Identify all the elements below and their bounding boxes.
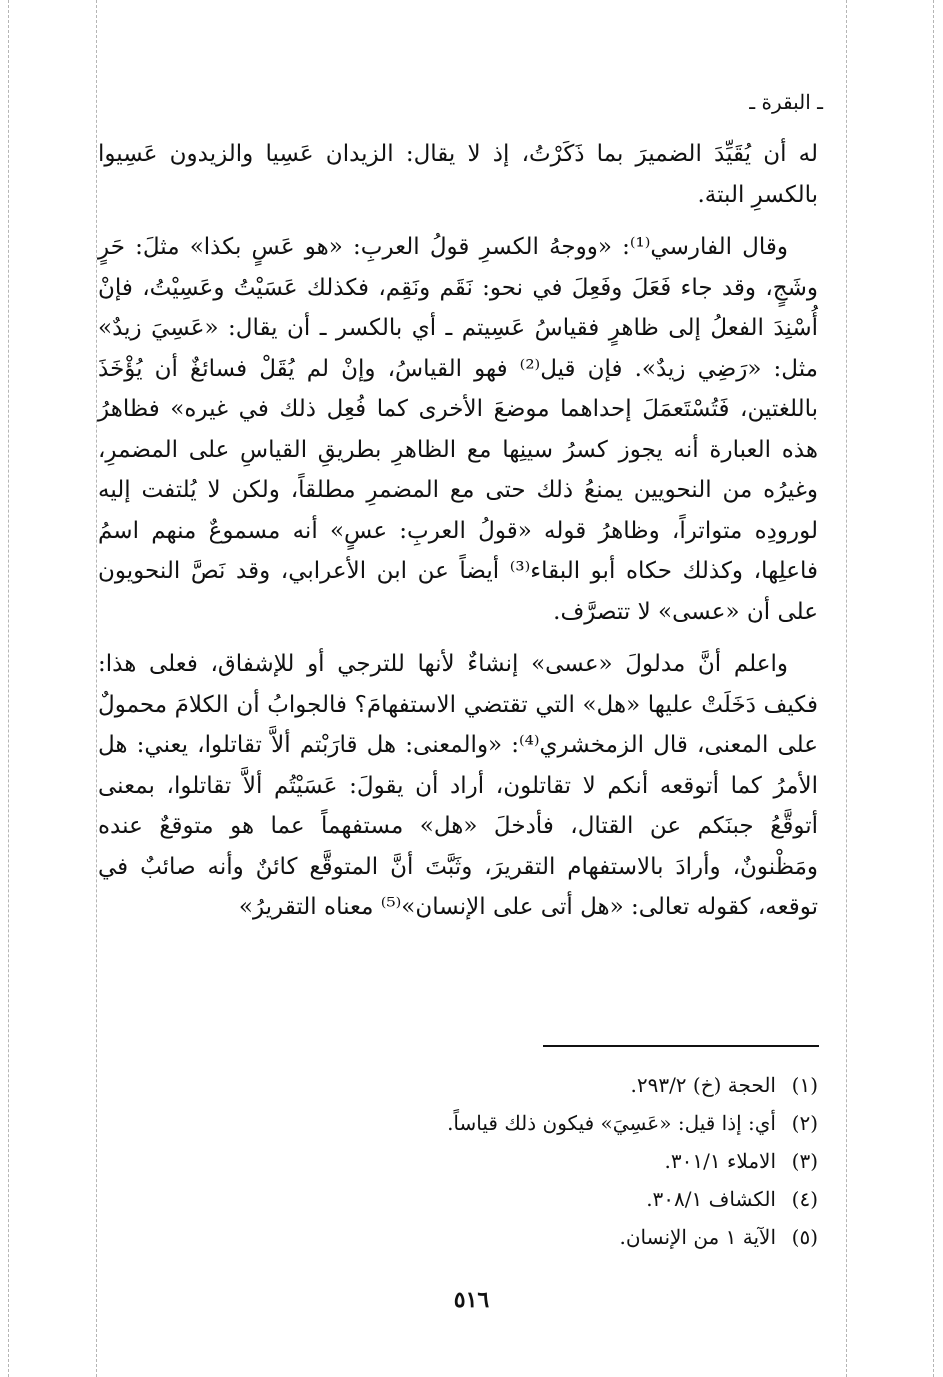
footnote	[298, 1218, 818, 1256]
footnote-text: الحجة (خ) ٢٩٣/٢.	[630, 1073, 776, 1097]
footnote-text: أي: إذا قيل: «عَسِيَ» فيكون ذلك قياساً.	[447, 1111, 776, 1135]
scan-border-right	[933, 0, 934, 1377]
scan-guide-right	[846, 0, 847, 1377]
paragraph-1: له أن يُقَيِّدَ الضميرَ بما ذَكَرْتُ، إذ لا يقال: الزيدان عَسِيا والزيدون عَسِيوا بالكسرِ البتة.	[98, 141, 818, 208]
footnote-number: (٥)	[791, 1225, 818, 1249]
running-header: ـ البقرة ـ	[749, 90, 823, 114]
scan-border-left	[8, 0, 9, 1377]
paragraph-3: واعلم أنَّ مدلولَ «عسى» إنشاءٌ لأنها للترجي أو للإشفاق، فعلى هذا: فكيف دَخَلَتْ عليها «هل» التي تقتضي الاستفهامَ؟ فالجوابُ أن الكلامَ محمولٌ على المعنى، قال الزمخشري⁽⁴⁾: «والمعنى: هل قارَبْتم ألاَّ تقاتلوا، يعني: هل الأمرُ كما أتوقعه أنكم لا تقاتلون، أراد أن يقولَ: عَسَيْتُم ألاَّ تقاتلوا، بمعنى أتوقَّعُ جبنَكم عن القتال، فأدخلَ «هل» مستفهماً عما هو متوقعٌ عنده ومَظْنونٌ، وأرادَ بالاستفهام التقريرَ، وثَبَّتَ أنَّ المتوقَّع كائنٌ وأنه صائبٌ في توقعه، كقوله تعالى: «هل أتى على الإنسان»⁽⁵⁾ معناه التقريرُ»	[98, 651, 818, 920]
page-number: ٥١٦	[453, 1287, 490, 1313]
scan-guide-left	[96, 0, 97, 1377]
main-text	[98, 134, 818, 928]
footnote	[298, 1104, 818, 1142]
footnote-text: الكشاف ٣٠٨/١.	[646, 1187, 776, 1211]
footnote-number: (٤)	[791, 1187, 818, 1211]
footnote-number: (١)	[791, 1073, 818, 1097]
footnotes	[298, 1066, 818, 1256]
footnote	[298, 1066, 818, 1104]
footnote-number: (٢)	[791, 1111, 818, 1135]
footnote	[298, 1142, 818, 1180]
paragraph-2: وقال الفارسي⁽¹⁾: «ووجهُ الكسرِ قولُ العربِ: «هو عَسٍ بكذا» مثلَ: حَرٍ وشَجٍ، وقد جاء فَعَلَ وفَعِلَ في نحو: نَقَم ونَقِم، فكذلك عَسَيْتُ وعَسِيْتُ، فإنْ أُسْنِدَ الفعلُ إلى ظاهرٍ فقياسُ عَسِيتم ـ أي بالكسر ـ أن يقال: «عَسِيَ زيدٌ» مثل: «رَضِي زيدٌ». فإن قيل⁽²⁾ فهو القياسُ، وإنْ لم يُقَلْ فسائغٌ أن يُؤْخَذَ باللغتين، فَتُسْتَعمَلَ إحداهما موضعَ الأخرى كما فُعِل ذلك في غيره» فظاهرُ هذه العبارة أنه يجوز كسرُ سينِها مع الظاهرِ بطريقِ القياسِ على المضمرِ، وغيرُه من النحويين يمنعُ ذلك حتى مع المضمرِ مطلقاً، ولكن لا يُلتفت إليه لورودِه متواتراً، وظاهرُ قوله «قولُ العربِ: عسٍ» أنه مسموعٌ منهم اسمُ فاعلِها، وكذلك حكاه أبو البقاء⁽³⁾ أيضاً عن ابن الأعرابي، وقد نَصَّ النحويون على أن «عسى» لا تتصرَّف.	[98, 234, 819, 625]
footnote	[298, 1180, 818, 1218]
footnote-divider	[543, 1045, 819, 1047]
footnote-text: الآية ١ من الإنسان.	[619, 1225, 776, 1249]
footnote-text: الاملاء ٣٠١/١.	[664, 1149, 776, 1173]
footnote-number: (٣)	[791, 1149, 818, 1173]
